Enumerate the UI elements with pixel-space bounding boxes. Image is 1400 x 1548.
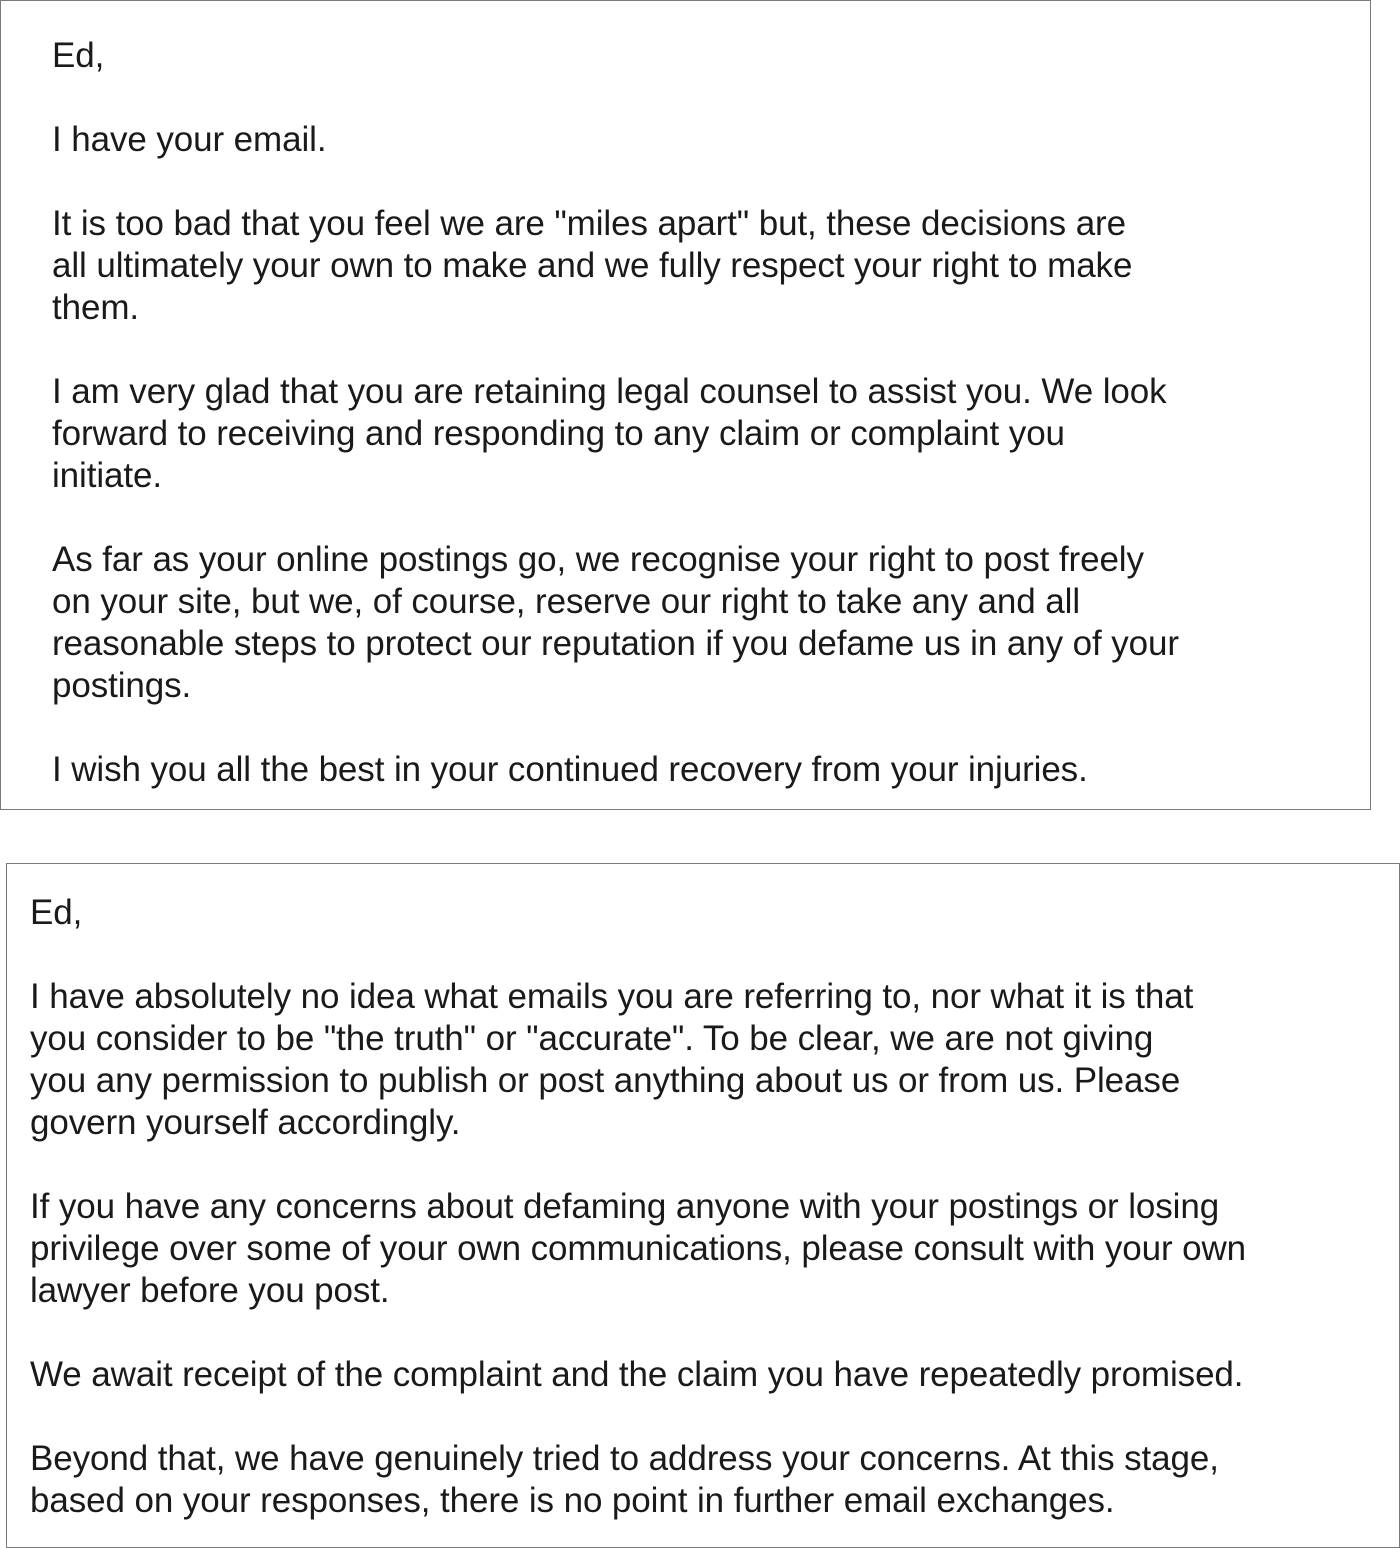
email-top-paragraph-2: It is too bad that you feel we are "miles apart" but, these decisions are all ultimately your own to make and we fully respect your right to make them. [52,204,1133,327]
email-bottom-paragraph-2: If you have any concerns about defaming anyone with your postings or losing privilege over some of your own communications, please consult with your own lawyer before you post. [30,1187,1247,1310]
email-top-paragraph-4: As far as your online postings go, we recognise your right to post freely on your site, but we, of course, reserve our right to take any and all reasonable steps to protect our reputation if you defame us in any of your postings. [52,540,1179,705]
email-top-paragraph-3: I am very glad that you are retaining legal counsel to assist you. We look forward to receiving and responding to any claim or complaint you initiate. [52,372,1167,495]
email-top-paragraph-1: I have your email. [52,120,327,159]
email-message-bottom[interactable] [6,863,1400,1548]
email-top-paragraph-5: I wish you all the best in your continued recovery from your injuries. [52,750,1088,789]
email-bottom-paragraph-3: We await receipt of the complaint and the claim you have repeatedly promised. [30,1355,1244,1394]
email-top-greeting: Ed, [52,36,105,75]
email-bottom-greeting: Ed, [30,893,83,932]
email-bottom-paragraph-1: I have absolutely no idea what emails you are referring to, nor what it is that you consider to be "the truth" or "accurate". To be clear, we are not giving you any permission to publish or post anything about us or from us. Please govern yourself accordingly. [30,977,1194,1142]
email-bottom-paragraph-4: Beyond that, we have genuinely tried to address your concerns. At this stage, based on your responses, there is no point in further email exchanges. [30,1439,1219,1520]
